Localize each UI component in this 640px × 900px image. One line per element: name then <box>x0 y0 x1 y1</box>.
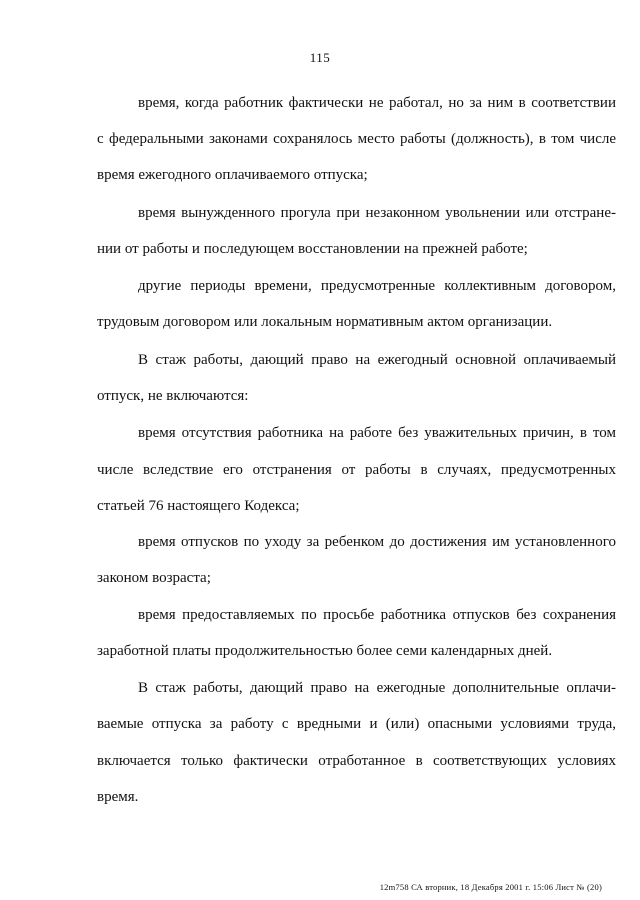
text-line: время вынужденного прогула при незаконном увольнении или отстране- <box>138 205 616 221</box>
text-line: отпуск, не включаются: <box>97 388 249 404</box>
page-footer: 12m758 СА вторник, 18 Декабря 2001 г. 15:06 Лист № (20) <box>379 882 602 892</box>
text-line: числе вследствие его отстранения от работы в случаях, предусмотренных <box>97 462 616 478</box>
text-line: законом возраста; <box>97 570 211 586</box>
text-line: время предоставляемых по просьбе работника отпусков без сохранения <box>138 607 616 623</box>
text-line: с федеральными законами сохранялось место работы (должность), в том числе <box>97 131 616 147</box>
text-line: ваемые отпуска за работу с вредными и (или) опасными условиями труда, <box>97 716 616 732</box>
page-number: 115 <box>309 50 331 65</box>
text-line: заработной платы продолжительностью более семи календарных дней. <box>97 643 553 659</box>
text-line: другие периоды времени, предусмотренные коллективным договором, <box>138 278 616 294</box>
text-line: статьей 76 настоящего Кодекса; <box>97 498 300 514</box>
text-line: время отпусков по уходу за ребенком до достижения им установленного <box>138 534 616 550</box>
text-line: нии от работы и последующем восстановлении на прежней работе; <box>97 241 528 257</box>
text-line: время отсутствия работника на работе без уважительных причин, в том <box>138 425 616 441</box>
text-line: трудовым договором или локальным нормативным актом организации. <box>97 314 553 330</box>
text-line: время. <box>97 789 139 805</box>
text-line: время, когда работник фактически не работал, но за ним в соответствии <box>138 95 616 111</box>
text-line: В стаж работы, дающий право на ежегодный основной оплачиваемый <box>138 352 616 368</box>
text-line: время ежегодного оплачиваемого отпуска; <box>97 167 368 183</box>
text-line: В стаж работы, дающий право на ежегодные дополнительные оплачи- <box>138 680 616 696</box>
text-line: включается только фактически отработанное в соответствующих условиях <box>97 753 616 769</box>
